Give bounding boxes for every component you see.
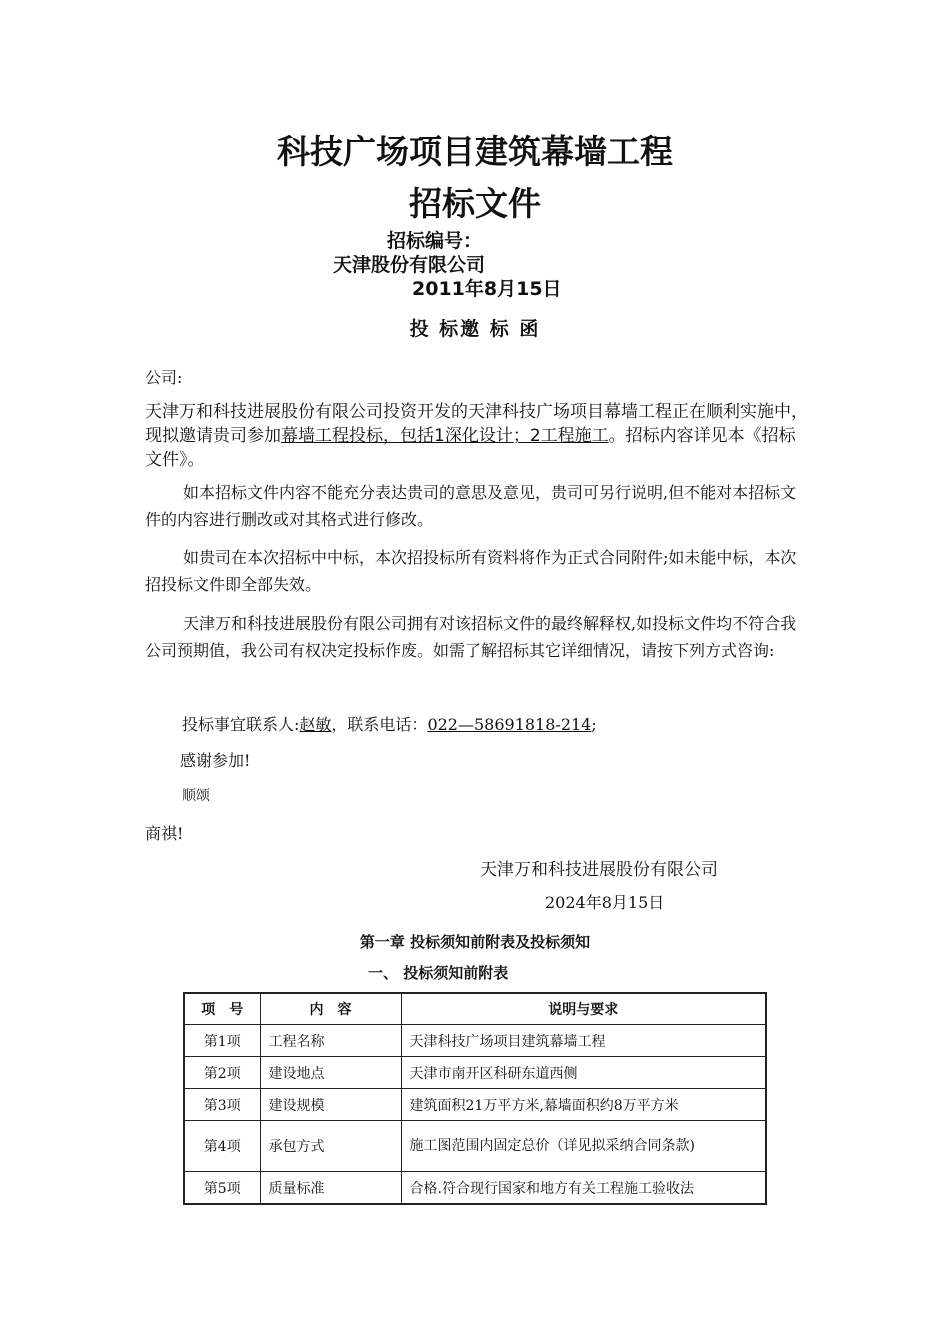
bid-number-label: 招标编号： [387, 230, 483, 252]
header-requirements: 说明与要求 [401, 993, 766, 1025]
signature-date: 2024年8月15日 [545, 893, 665, 912]
cell-item-no: 第1项 [184, 1025, 260, 1057]
cell-requirement: 建筑面积21万平方米,幕墙面积约8万平方米 [401, 1089, 766, 1121]
letter-title: 投 标邀 标 函 [409, 318, 541, 340]
cover-date: 2011年8月15日 [412, 278, 562, 300]
issuer-name: 天津股份有限公司 [333, 254, 486, 276]
header-item-no: 项 号 [184, 993, 260, 1025]
table-row [184, 1172, 766, 1205]
cell-content: 承包方式 [260, 1121, 401, 1172]
cell-content: 建设地点 [260, 1057, 401, 1089]
paragraph-format: 如本招标文件内容不能充分表达贵司的意思及意见，贵司可另行说明,但不能对本招标文件的内容进行删改或对其格式进行修改。 [145, 483, 797, 529]
section-title: 一、 投标须知前附表 [368, 964, 509, 982]
header-content: 内 容 [260, 993, 401, 1025]
cell-requirement: 合格.符合现行国家和地方有关工程施工验收法 [401, 1172, 766, 1205]
document-subtitle: 招标文件 [409, 184, 541, 223]
phone-end: ; [591, 715, 597, 734]
table-header-row [184, 993, 766, 1025]
paragraph-interpretation: 天津万和科技进展股份有限公司拥有对该招标文件的最终解释权,如投标文件均不符合我公司预期值，我公司有权决定投标作废。如需了解招标其它详细情况，请按下列方式咨询: [145, 614, 797, 660]
paragraph-invitation-text-b: 。招标内容详见本《招标文件》。 [145, 426, 796, 470]
cell-content: 建设规模 [260, 1089, 401, 1121]
contact-phone: 022—58691818-214 [427, 715, 592, 734]
contact-line [182, 712, 597, 735]
table-row [184, 1057, 766, 1089]
table-row [184, 1089, 766, 1121]
thanks-text: 感谢参加! [180, 751, 251, 770]
paragraph-award: 如贵司在本次招标中中标，本次招投标所有资料将作为正式合同附件;如未能中标，本次招投标文件即全部失效。 [145, 548, 797, 594]
cell-requirement: 天津市南开区科研东道西侧 [401, 1057, 766, 1089]
signature-company: 天津万和科技进展股份有限公司 [480, 860, 718, 880]
regards-line2: 商祺! [145, 824, 184, 843]
cell-content: 工程名称 [260, 1025, 401, 1057]
table-row [184, 1025, 766, 1057]
contact-label: 投标事宜联系人: [182, 715, 300, 734]
cell-requirement: 天津科技广场项目建筑幕墙工程 [401, 1025, 766, 1057]
chapter-title: 第一章 投标须知前附表及投标须知 [359, 933, 591, 951]
cell-item-no: 第4项 [184, 1121, 260, 1172]
bid-notice-table [183, 992, 767, 1205]
document-title: 科技广场项目建筑幕墙工程 [277, 132, 673, 171]
contact-name: 赵敏 [299, 715, 332, 734]
regards-line1: 顺颂 [182, 788, 210, 804]
cell-content: 质量标准 [260, 1172, 401, 1205]
cell-item-no: 第3项 [184, 1089, 260, 1121]
paragraph-invitation [145, 400, 810, 472]
cell-item-no: 第5项 [184, 1172, 260, 1205]
bid-scope: 幕墙工程投标，包括1深化设计；2工程施工 [281, 426, 609, 446]
phone-label: ，联系电话： [331, 715, 428, 734]
cell-item-no: 第2项 [184, 1057, 260, 1089]
table-row [184, 1121, 766, 1172]
salutation: 公司: [145, 368, 183, 387]
cell-requirement: 施工图范围内固定总价（详见拟采纳合同条款) [401, 1121, 766, 1172]
paragraph-invitation-text-a: 天津万和科技进展股份有限公司投资开发的天津科技广场项目幕墙工程正在顺利实施中，现拟邀请贵司参加 [145, 402, 808, 446]
